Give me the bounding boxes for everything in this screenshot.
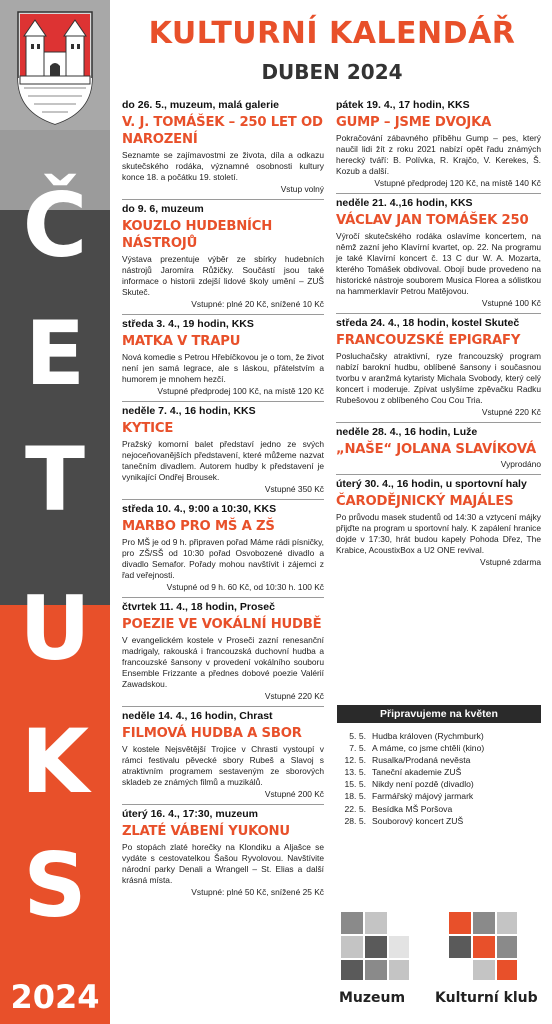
event-when: neděle 14. 4., 16 hodin, Chrast <box>122 710 273 722</box>
event-price: Vstupné od 9 h. 60 Kč, od 10:30 h. 100 Kč <box>166 582 324 592</box>
event-desc: Pro MŠ je od 9 h. připraven pořad Máme rádi písničky, pro ZŠ/SŠ od 10:30 pořad Osvobozené divadlo a divadlo Semafor. Pořady mohou navštívit i zájemci z řad veřejnosti. <box>122 537 324 580</box>
page-title: KULTURNÍ KALENDÁŘ <box>148 16 516 51</box>
town-crest-icon <box>14 8 96 126</box>
event-when: úterý 16. 4., 17:30, muzeum <box>122 808 258 820</box>
event-when: středa 24. 4., 18 hodin, kostel Skuteč <box>336 317 520 329</box>
event-when: středa 3. 4., 19 hodin, KKS <box>122 318 254 330</box>
upcoming-date: 22. 5. <box>344 803 366 814</box>
club-logo-icon <box>449 912 517 980</box>
upcoming-text: Hudba královen (Rychmburk) <box>372 731 484 741</box>
event-title: KOUZLO HUDEBNÍCH NÁSTROJŮ <box>122 219 273 251</box>
event-desc: Pokračování zábavného příběhu Gump – pes, který naučil lidi žít z roku 2021 nabízí opět řadu známých herecký tváří: B. Polívka, R. Krajčo, V. Kerekes, Š. Kozub a další. <box>336 133 541 176</box>
event-title: FRANCOUZSKÉ EPIGRAFY <box>336 333 521 348</box>
events-right-column <box>336 96 541 572</box>
event-desc: Seznamte se zajímavostmi ze života, díla a odkazu skutečského rodáka, významné osobnosti kultury konce 18. a počátku 19. století. <box>122 150 324 182</box>
page-subtitle: DUBEN 2024 <box>261 60 403 84</box>
event-title: VÁCLAV JAN TOMÁŠEK 250 <box>336 213 529 228</box>
list-item <box>342 790 542 802</box>
sidebar-letter: K <box>20 710 90 813</box>
upcoming-date: 7. 5. <box>349 743 366 754</box>
upcoming-date: 13. 5. <box>344 767 366 778</box>
event-desc: Po průvodu masek studentů od 14:30 a vztycení májky přijďte na program u sportovní haly. K zapálení hranice dojde v 17:30, hrát budou kapely Pohoda Dřez, The Krabice, AcoustixBox a U2 ONE revival. <box>336 512 541 555</box>
event-title: GUMP – JSME DVOJKA <box>336 115 492 130</box>
museum-logo-label: Muzeum <box>339 990 406 1006</box>
sidebar-letter: S <box>23 834 87 937</box>
event-desc: Výstava prezentuje výběr ze sbírky hudebních nástrojů Jaromíra Růžičky. Součástí jsou také informace o historii zdejší lidové školy umění – ZUŠ Skuteč. <box>122 254 324 297</box>
event-when: úterý 30. 4., 16 hodin, u sportovní haly <box>336 478 527 490</box>
event-desc: Po stopách zlaté horečky na Klondiku a Aljašce se vydáte s cestovatelkou Šašou Ryvolovou. Navštívite národní parky Denali a Wrangell – St. Elias a další krásná místa. <box>122 842 324 885</box>
event-title: FILMOVÁ HUDBA A SBOR <box>122 726 302 741</box>
event-price: Vstupné 220 Kč <box>264 691 324 701</box>
event-price: Vstupné předprodej 120 Kč, na místě 140 Kč <box>374 178 541 188</box>
list-item <box>342 778 542 790</box>
event-item <box>336 314 541 423</box>
event-item <box>336 475 541 572</box>
sidebar-band <box>0 0 110 1024</box>
upcoming-text: Taneční akademie ZUŠ <box>372 767 462 778</box>
event-desc: V evangelickém kostele v Proseči zazní renesanční madrigaly, rakouská i francouzská duchovní hudba a francouzské šansony v provedení vokálního souboru Ensemble Frizzante a přednes dobové poezie Valérií Zawadskou. <box>122 635 324 689</box>
event-price: Vstupné 100 Kč <box>481 298 541 308</box>
event-item <box>122 315 324 402</box>
upcoming-text: Nikdy není pozdě (divadlo) <box>372 779 474 790</box>
upcoming-date: 12. 5. <box>344 755 366 766</box>
event-when: neděle 21. 4.,16 hodin, KKS <box>336 197 473 209</box>
event-when: čtvrtek 11. 4., 18 hodin, Proseč <box>122 601 275 613</box>
event-title: POEZIE VE VOKÁLNÍ HUDBĚ <box>122 617 322 632</box>
upcoming-heading: Připravujeme na květen <box>337 705 541 723</box>
upcoming-date: 5. 5. <box>349 731 366 741</box>
club-logo-label: Kulturní klub <box>435 990 538 1006</box>
event-price: Vstupné: plné 20 Kč, snížené 10 Kč <box>191 299 324 309</box>
upcoming-date: 28. 5. <box>344 815 366 826</box>
sidebar-letter: U <box>19 577 91 680</box>
event-title: ČARODĚJNICKÝ MAJÁLES <box>336 494 514 509</box>
list-item <box>342 754 542 766</box>
event-price: Vstupné zdarma <box>480 557 541 567</box>
event-title: V. J. TOMÁŠEK – 250 LET OD NAROZENÍ <box>122 115 323 147</box>
sidebar-letter: Č <box>22 174 88 277</box>
list-item <box>342 730 542 742</box>
event-item <box>122 200 324 315</box>
upcoming-text: Farmářský májový jarmark <box>372 791 474 802</box>
museum-logo-icon <box>341 912 409 980</box>
event-desc: Výročí skutečského rodáka oslavíme koncertem, na němž zazní jeho Klavírní kvartet, op. 22. Na programu je také Klavírní koncert č. 13 C dur W. A. Mozarta, kterého Tomášek obdivoval. Obojí bude provedeno na historické nástroje souborem Musica Florea a sólistkou na hammerklavír Petrou Matějovou. <box>336 231 541 296</box>
events-left-column <box>122 96 324 902</box>
sidebar-letter: T <box>24 428 86 531</box>
event-price: Vstupné 350 Kč <box>264 484 324 494</box>
event-item <box>122 500 324 598</box>
event-item <box>336 96 541 194</box>
upcoming-date: 18. 5. <box>344 791 366 802</box>
event-when: neděle 28. 4., 16 hodin, Luže <box>336 426 478 438</box>
sidebar-letter: E <box>24 302 86 405</box>
event-item <box>336 423 541 475</box>
event-when: středa 10. 4., 9:00 a 10:30, KKS <box>122 503 277 515</box>
event-item <box>122 598 324 707</box>
event-price: Vstupné předprodej 100 Kč, na místě 120 Kč <box>157 386 324 396</box>
event-item <box>122 707 324 805</box>
sidebar-year: 2024 <box>10 978 100 1016</box>
logos <box>337 912 547 1017</box>
event-price: Vyprodáno <box>500 459 541 469</box>
upcoming-text: Rusalka/Prodaná nevěsta <box>372 755 471 766</box>
list-item <box>342 766 542 778</box>
list-item <box>342 803 542 815</box>
event-desc: V kostele Nejsvětější Trojice v Chrasti vystoupí v rámci festivalu pěvecké sbory Rubeš a Slavoj s atraktivním programem sestaveným ze sborových skladeb ze známých filmů a muzikálů. <box>122 744 324 787</box>
event-when: do 9. 6, muzeum <box>122 203 204 215</box>
event-price: Vstupné 200 Kč <box>264 789 324 799</box>
upcoming-text: Souborový koncert ZUŠ <box>372 815 464 826</box>
upcoming-text: A máme, co jsme chtěli (kino) <box>372 743 485 754</box>
upcoming-list <box>342 730 542 827</box>
event-item <box>336 194 541 314</box>
event-when: do 26. 5., muzeum, malá galerie <box>122 99 279 111</box>
event-when: pátek 19. 4., 17 hodin, KKS <box>336 99 470 111</box>
upcoming-date: 15. 5. <box>344 779 366 790</box>
event-title: ZLATÉ VÁBENÍ YUKONU <box>122 824 290 839</box>
event-price: Vstupné 220 Kč <box>481 407 541 417</box>
event-title: „NAŠE“ JOLANA SLAVÍKOVÁ <box>336 442 536 457</box>
event-title: MARBO PRO MŠ A ZŠ <box>122 519 275 534</box>
event-desc: Pražský komorní balet představí jedno ze svých nejoceňovanějších představení, které můžeme nazvat tanečním divadlem. Autorem hudby k představení je vynikající Ondřej Brousek. <box>122 439 324 482</box>
list-item <box>342 815 542 827</box>
event-when: neděle 7. 4., 16 hodin, KKS <box>122 405 256 417</box>
list-item <box>342 742 542 754</box>
event-item <box>122 402 324 500</box>
event-title: KYTICE <box>122 421 174 436</box>
event-price: Vstup volný <box>280 184 324 194</box>
event-desc: Nová komedie s Petrou Hřebíčkovou je o tom, že život není jen samá legrace, ale s láskou, přátelstvím a humorem je mnohem hezčí. <box>122 352 324 384</box>
event-item <box>122 805 324 902</box>
event-title: MATKA V TRAPU <box>122 334 241 349</box>
event-item <box>122 96 324 200</box>
event-desc: Posluchačsky atraktivní, ryze francouzský program nabízí barokní hudbu, oblíbené šansony i současnou tvorbu v aranžmá kytaristy Michala Svobody, který celý koncert i moderuje. Zpívat uslyšíme zpěvačku Radku Rubešovou z oblíbeného Cou Cou Tria. <box>336 351 541 405</box>
upcoming-text: Besídka MŠ Poršova <box>372 803 453 814</box>
event-price: Vstupné: plné 50 Kč, snížené 25 Kč <box>191 887 324 897</box>
